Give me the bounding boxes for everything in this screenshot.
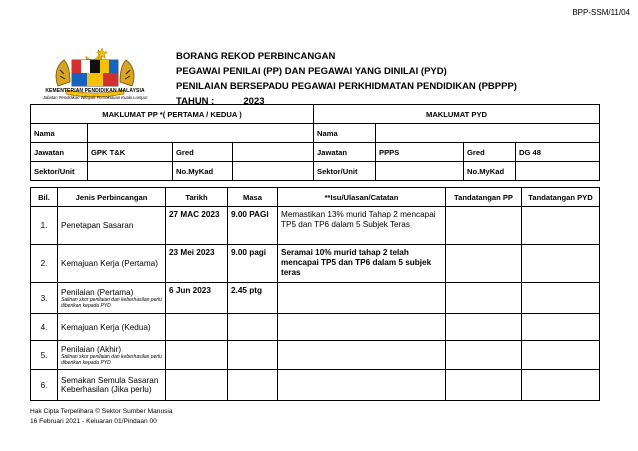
pyd-name-label: Nama	[314, 124, 376, 143]
row-sign-pp[interactable]	[446, 341, 522, 370]
row-jenis: Kemajuan Kerja (Pertama)	[58, 245, 166, 283]
row-isu[interactable]	[278, 341, 446, 370]
row-sign-pyd[interactable]	[522, 314, 600, 341]
row-bil: 2.	[31, 245, 58, 283]
table-row	[31, 207, 600, 245]
pp-gred-label: Gred	[173, 143, 233, 162]
row-masa[interactable]	[228, 314, 278, 341]
officer-info-table	[30, 104, 600, 181]
row-sign-pp[interactable]	[446, 207, 522, 245]
row-tarikh[interactable]	[166, 314, 228, 341]
row-sign-pp[interactable]	[446, 314, 522, 341]
row-isu[interactable]: Memastikan 13% murid Tahap 2 mencapai TP5 dan TP6 dalam 5 Subjek Teras	[278, 207, 446, 245]
pp-mykad-label: No.MyKad	[173, 162, 233, 181]
row-bil: 3.	[31, 283, 58, 314]
pp-jawatan-field[interactable]: GPK T&K	[88, 143, 173, 162]
table-row	[31, 245, 600, 283]
pp-jawatan-label: Jawatan	[31, 143, 88, 162]
row-jenis: Penetapan Sasaran	[58, 207, 166, 245]
ministry-name: KEMENTERIAN PENDIDIKAN MALAYSIA	[45, 88, 145, 94]
row-sign-pyd[interactable]	[522, 207, 600, 245]
col-header-sign-pyd: Tandatangan PYD	[522, 188, 600, 207]
pyd-mykad-field[interactable]	[516, 162, 600, 181]
pp-name-field[interactable]	[88, 124, 314, 143]
pyd-jawatan-label: Jawatan	[314, 143, 376, 162]
pyd-gred-field[interactable]: DG 48	[516, 143, 600, 162]
year-label: TAHUN :	[176, 96, 217, 107]
col-header-tarikh: Tarikh	[166, 188, 228, 207]
row-jenis: Semakan Semula Sasaran Keberhasilan (Jika perlu)	[58, 370, 166, 401]
row-sign-pyd[interactable]	[522, 283, 600, 314]
row-isu[interactable]	[278, 370, 446, 401]
row-sign-pyd[interactable]	[522, 370, 600, 401]
row-note: Salinan skor penilaian dan keberhasilan perlu diberikan kepada PYD	[61, 296, 162, 309]
table-row	[31, 283, 600, 314]
row-sign-pp[interactable]	[446, 370, 522, 401]
row-jenis: Penilaian (Pertama)	[61, 287, 134, 297]
row-sign-pyd[interactable]	[522, 245, 600, 283]
row-isu[interactable]	[278, 314, 446, 341]
row-bil: 5.	[31, 341, 58, 370]
row-masa[interactable]	[228, 370, 278, 401]
row-tarikh[interactable]: 6 Jun 2023	[166, 283, 228, 314]
pyd-info-header: MAKLUMAT PYD	[314, 105, 600, 124]
document-code: BPP-SSM/11/04	[572, 8, 630, 17]
row-isu[interactable]	[278, 283, 446, 314]
row-tarikh[interactable]	[166, 370, 228, 401]
pyd-name-field[interactable]	[376, 124, 600, 143]
col-header-sign-pp: Tandatangan PP	[446, 188, 522, 207]
row-note: Salinan skor penilaian dan keberhasilan perlu diberikan kepada PYD	[61, 353, 162, 366]
row-masa[interactable]	[228, 341, 278, 370]
row-bil: 4.	[31, 314, 58, 341]
pp-gred-field[interactable]	[233, 143, 314, 162]
table-row	[31, 314, 600, 341]
pp-info-header: MAKLUMAT PP *( PERTAMA / KEDUA )	[31, 105, 314, 124]
row-masa[interactable]: 2.45 ptg	[228, 283, 278, 314]
col-header-jenis: Jenis Perbincangan	[58, 188, 166, 207]
discussion-record-table	[30, 187, 600, 401]
row-tarikh[interactable]	[166, 341, 228, 370]
row-masa[interactable]: 9.00 pagi	[228, 245, 278, 283]
row-jenis-cell	[58, 341, 166, 370]
row-bil: 1.	[31, 207, 58, 245]
row-jenis: Penilaian (Akhir)	[61, 344, 122, 354]
row-isu[interactable]: Seramai 10% murid tahap 2 telah mencapai TP5 dan TP6 dalam 5 subjek teras	[278, 245, 446, 283]
row-sign-pp[interactable]	[446, 283, 522, 314]
row-jenis: Kemajuan Kerja (Kedua)	[58, 314, 166, 341]
pyd-sektor-field[interactable]	[376, 162, 464, 181]
row-sign-pyd[interactable]	[522, 341, 600, 370]
form-subtitle-1: PEGAWAI PENILAI (PP) DAN PEGAWAI YANG DINILAI (PYD)	[176, 66, 447, 77]
footer	[30, 407, 173, 427]
pp-mykad-field[interactable]	[233, 162, 314, 181]
col-header-isu: **Isu/Ulasan/Catatan	[278, 188, 446, 207]
pyd-jawatan-field[interactable]: PPPS	[376, 143, 464, 162]
table-row	[31, 341, 600, 370]
col-header-masa: Masa	[228, 188, 278, 207]
year-value: _____2023________	[216, 96, 307, 107]
row-tarikh[interactable]: 23 Mei 2023	[166, 245, 228, 283]
pp-name-label: Nama	[31, 124, 88, 143]
pyd-sektor-label: Sektor/Unit	[314, 162, 376, 181]
pp-sektor-field[interactable]	[88, 162, 173, 181]
col-header-bil: Bil.	[31, 188, 58, 207]
copyright-text: Hak Cipta Terpelihara © Sektor Sumber Manusia	[30, 408, 173, 415]
pp-sektor-label: Sektor/Unit	[31, 162, 88, 181]
table-row	[31, 370, 600, 401]
row-tarikh[interactable]: 27 MAC 2023	[166, 207, 228, 245]
pyd-mykad-label: No.MyKad	[464, 162, 516, 181]
form-title: BORANG REKOD PERBINCANGAN	[176, 51, 336, 62]
department-name: Jabatan Pendidikan Wilayah Persekutuan Kuala Lumpur	[42, 95, 148, 100]
form-subtitle-2: PENILAIAN BERSEPADU PEGAWAI PERKHIDMATAN PENDIDIKAN (PBPPP)	[176, 81, 517, 92]
form-heading	[176, 49, 517, 109]
row-sign-pp[interactable]	[446, 245, 522, 283]
row-jenis-cell	[58, 283, 166, 314]
row-masa[interactable]: 9.00 PAGI	[228, 207, 278, 245]
pyd-gred-label: Gred	[464, 143, 516, 162]
release-text: 16 Februari 2021 - Keluaran 01/Pindaan 00	[30, 418, 157, 425]
row-bil: 6.	[31, 370, 58, 401]
